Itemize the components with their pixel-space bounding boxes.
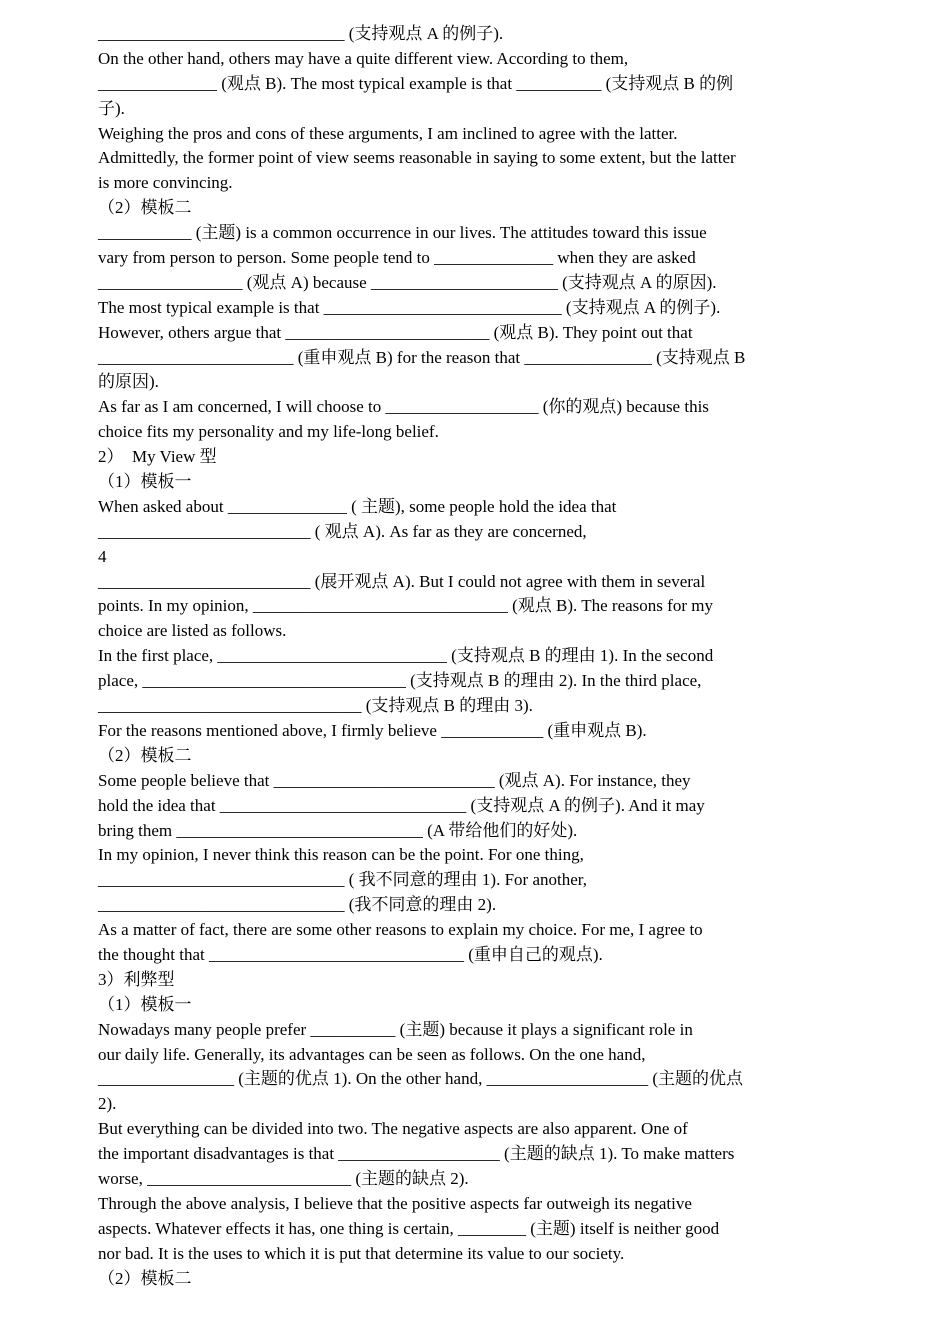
document-page: [98, 22, 838, 1291]
text-line: the thought that ______________________________ (重申自己的观点).: [98, 944, 603, 964]
text-line: As a matter of fact, there are some other reasons to explain my choice. For me, I agree to: [98, 920, 703, 940]
text-line: nor bad. It is the uses to which it is put that determine its value to our society.: [98, 1243, 625, 1263]
text-line: choice are listed as follows.: [98, 621, 287, 641]
text-line: _________________________ ( 观点 A). As far as they are concerned,: [98, 521, 587, 541]
section-heading: 3）利弊型: [98, 969, 175, 989]
text-line: _____________________________ ( 我不同意的理由 1). For another,: [98, 870, 587, 890]
section-heading: 2） My View 型: [98, 447, 217, 467]
section-heading: （2）模板二: [98, 1268, 192, 1288]
text-line: However, others argue that ________________________ (观点 B). They point out that: [98, 322, 693, 342]
text-line: _______________________________ (支持观点 B 的理由 3).: [98, 696, 533, 716]
text-line: Weighing the pros and cons of these arguments, I am inclined to agree with the latter.: [98, 123, 678, 143]
section-heading: （1）模板一: [98, 472, 192, 492]
text-line: 的原因).: [98, 372, 159, 392]
text-line: Through the above analysis, I believe that the positive aspects far outweigh its negative: [98, 1193, 692, 1213]
text-line: In the first place, ___________________________ (支持观点 B 的理由 1). In the second: [98, 646, 714, 666]
text-line: On the other hand, others may have a quite different view. According to them,: [98, 48, 629, 68]
text-line: 子).: [98, 98, 125, 118]
text-line: In my opinion, I never think this reason can be the point. For one thing,: [98, 845, 584, 865]
text-line: _________________ (观点 A) because ______________________ (支持观点 A 的原因).: [98, 272, 717, 292]
section-heading: （1）模板一: [98, 994, 192, 1014]
text-line: When asked about ______________ ( 主题), some people hold the idea that: [98, 496, 617, 516]
text-line: ________________ (主题的优点 1). On the other hand, ___________________ (主题的优点: [98, 1069, 744, 1089]
text-line: bring them _____________________________ (A 带给他们的好处).: [98, 820, 578, 840]
text-line: the important disadvantages is that ___________________ (主题的缺点 1). To make matters: [98, 1144, 735, 1164]
text-line: points. In my opinion, ______________________________ (观点 B). The reasons for my: [98, 596, 713, 616]
text-line: The most typical example is that ____________________________ (支持观点 A 的例子).: [98, 297, 721, 317]
text-line: choice fits my personality and my life-long belief.: [98, 422, 439, 442]
text-line: 2).: [98, 1094, 117, 1114]
section-heading: （2）模板二: [98, 198, 192, 218]
text-line: aspects. Whatever effects it has, one thing is certain, ________ (主题) itself is neither good: [98, 1218, 720, 1238]
text-line: _____________________________ (我不同意的理由 2).: [98, 895, 497, 915]
text-line: vary from person to person. Some people tend to ______________ when they are asked: [98, 248, 696, 268]
text-line: our daily life. Generally, its advantages can be seen as follows. On the one hand,: [98, 1044, 646, 1064]
text-line: For the reasons mentioned above, I firmly believe ____________ (重申观点 B).: [98, 720, 647, 740]
text-line: As far as I am concerned, I will choose to __________________ (你的观点) because this: [98, 397, 709, 417]
text-line: Nowadays many people prefer __________ (主题) because it plays a significant role in: [98, 1019, 693, 1039]
text-line: _____________________________ (支持观点 A 的例子).: [98, 24, 504, 43]
text-line: ___________ (主题) is a common occurrence in our lives. The attitudes toward this issue: [98, 223, 707, 243]
page-number: 4: [98, 546, 107, 566]
text-line: Admittedly, the former point of view seems reasonable in saying to some extent, but the latter: [98, 148, 736, 168]
text-line: _________________________ (展开观点 A). But I could not agree with them in several: [98, 571, 706, 591]
text-line: But everything can be divided into two. The negative aspects are also apparent. One of: [98, 1119, 688, 1139]
section-heading: （2）模板二: [98, 745, 192, 765]
text-line: ______________ (观点 B). The most typical example is that __________ (支持观点 B 的例: [98, 73, 734, 93]
text-line: Some people believe that __________________________ (观点 A). For instance, they: [98, 770, 691, 790]
text-line: place, _______________________________ (支持观点 B 的理由 2). In the third place,: [98, 671, 702, 691]
text-line: worse, ________________________ (主题的缺点 2).: [98, 1168, 469, 1188]
text-line: is more convincing.: [98, 173, 233, 193]
text-line: _______________________ (重申观点 B) for the reason that _______________ (支持观点 B: [98, 347, 746, 367]
text-line: hold the idea that _____________________________ (支持观点 A 的例子). And it may: [98, 795, 705, 815]
